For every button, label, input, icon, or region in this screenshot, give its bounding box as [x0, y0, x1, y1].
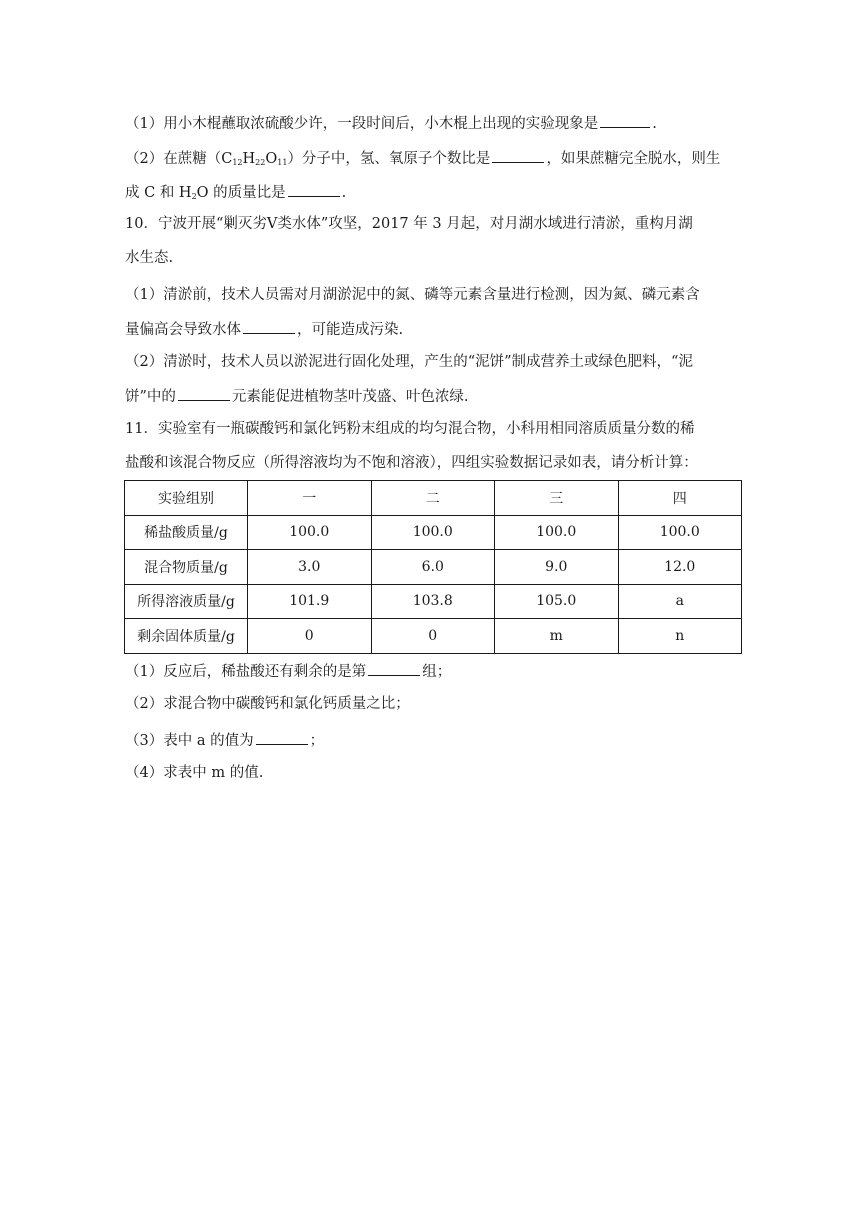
q9-part2: [125, 147, 720, 167]
q11-part1-text-a: （1）反应后，稀盐酸还有剩余的是第: [125, 664, 367, 680]
q10-part2-text-a: 饼”中的: [125, 389, 176, 405]
q9-part2-text-d: ）分子中，氢、氧原子个数比是: [287, 151, 491, 167]
table-header-cell: 实验组别: [125, 481, 248, 516]
table-row: [125, 515, 742, 550]
table-header-cell: 二: [371, 481, 495, 516]
table-cell: 0: [248, 619, 372, 654]
q10-part1-text-a: 量偏高会导致水体: [125, 322, 241, 338]
table-row-label: 混合物质量/g: [125, 550, 248, 585]
answer-blank: [243, 318, 295, 334]
q10-line1: 10．宁波开展“剿灭劣Ⅴ类水体”攻坚，2017 年 3 月起，对月湖水域进行清淤，重构月湖: [125, 216, 693, 232]
table-cell: 9.0: [495, 550, 619, 585]
q9-part2b-text-a: 成 C 和 H: [125, 185, 192, 201]
table-row: [125, 584, 742, 619]
table-row: [125, 550, 742, 585]
q11-line1: 11．实验室有一瓶碳酸钙和氯化钙粉末组成的均匀混合物，小科用相同溶质质量分数的稀: [125, 421, 695, 437]
q11-part3-text-a: （3）表中 a 的值为: [125, 733, 254, 749]
table-cell: m: [495, 619, 619, 654]
table-cell: n: [618, 619, 742, 654]
table-header-row: [125, 481, 742, 516]
table-cell: 103.8: [371, 584, 495, 619]
q9-part2-text-b: H: [242, 151, 256, 167]
table-row: [125, 619, 742, 654]
q11-part3-text-b: ；: [309, 733, 325, 749]
q9-part2-text-e: ，如果蔗糖完全脱水，则生: [546, 151, 721, 167]
q11-line2: 盐酸和该混合物反应（所得溶液均为不饱和溶液），四组实验数据记录如表，请分析计算：: [125, 455, 698, 471]
q9-part2b-text-b: O 的质量比是: [196, 185, 286, 201]
table-header-cell: 四: [618, 481, 742, 516]
table-header-cell: 三: [495, 481, 619, 516]
table-row-label: 剩余固体质量/g: [125, 619, 248, 654]
q10-part2-text-b: 元素能促进植物茎叶茂盛、叶色浓绿.: [231, 389, 469, 405]
q9-part2-text-c: O: [265, 151, 278, 167]
answer-blank: [178, 385, 230, 401]
q11-part1: [125, 660, 451, 680]
table-cell: 3.0: [248, 550, 372, 585]
table-cell: 100.0: [371, 515, 495, 550]
subscript-2: 2: [191, 192, 197, 201]
q10-part2-line2: [125, 385, 469, 405]
experiment-data-table: [124, 480, 742, 654]
q10-part1-line1: （1）清淤前，技术人员需对月湖淤泥中的氮、磷等元素含量进行检测，因为氮、磷元素含: [125, 287, 700, 303]
q11-part4: （4）求表中 m 的值.: [125, 765, 264, 781]
subscript-12: 12: [232, 158, 243, 167]
table-cell: 100.0: [248, 515, 372, 550]
q10-line2: 水生态.: [125, 250, 174, 266]
subscript-22: 22: [255, 158, 266, 167]
answer-blank: [368, 660, 420, 676]
table-cell: a: [618, 584, 742, 619]
table-row-label: 稀盐酸质量/g: [125, 515, 248, 550]
table-cell: 100.0: [618, 515, 742, 550]
table-cell: 0: [371, 619, 495, 654]
q9-part1: [125, 112, 657, 132]
table-cell: 6.0: [371, 550, 495, 585]
table-header-cell: 一: [248, 481, 372, 516]
q10-part2-line1: （2）清淤时，技术人员以淤泥进行固化处理，产生的“泥饼”制成营养土或绿色肥料，“泥: [125, 354, 693, 370]
q10-part1-text-b: ，可能造成污染.: [297, 322, 404, 338]
q11-part2: （2）求混合物中碳酸钙和氯化钙质量之比；: [125, 696, 410, 712]
answer-blank: [288, 181, 340, 197]
table-cell: 100.0: [495, 515, 619, 550]
answer-blank: [256, 729, 308, 745]
q9-part2-cont: [125, 181, 346, 201]
table-cell: 101.9: [248, 584, 372, 619]
table-row-label: 所得溶液质量/g: [125, 584, 248, 619]
q9-part1-end: .: [652, 116, 657, 132]
q9-part1-text: （1）用小木棍蘸取浓硫酸少许，一段时间后，小木棍上出现的实验现象是: [125, 116, 599, 132]
answer-blank: [600, 112, 650, 128]
answer-blank: [492, 147, 544, 163]
q11-part1-text-b: 组；: [422, 664, 452, 680]
q10-part1-line2: [125, 318, 403, 338]
subscript-11: 11: [277, 158, 288, 167]
q9-part2-text-a: （2）在蔗糖（C: [125, 151, 233, 167]
table-cell: 105.0: [495, 584, 619, 619]
q9-part2b-end: .: [341, 185, 347, 201]
q11-part3: [125, 729, 324, 749]
table-cell: 12.0: [618, 550, 742, 585]
